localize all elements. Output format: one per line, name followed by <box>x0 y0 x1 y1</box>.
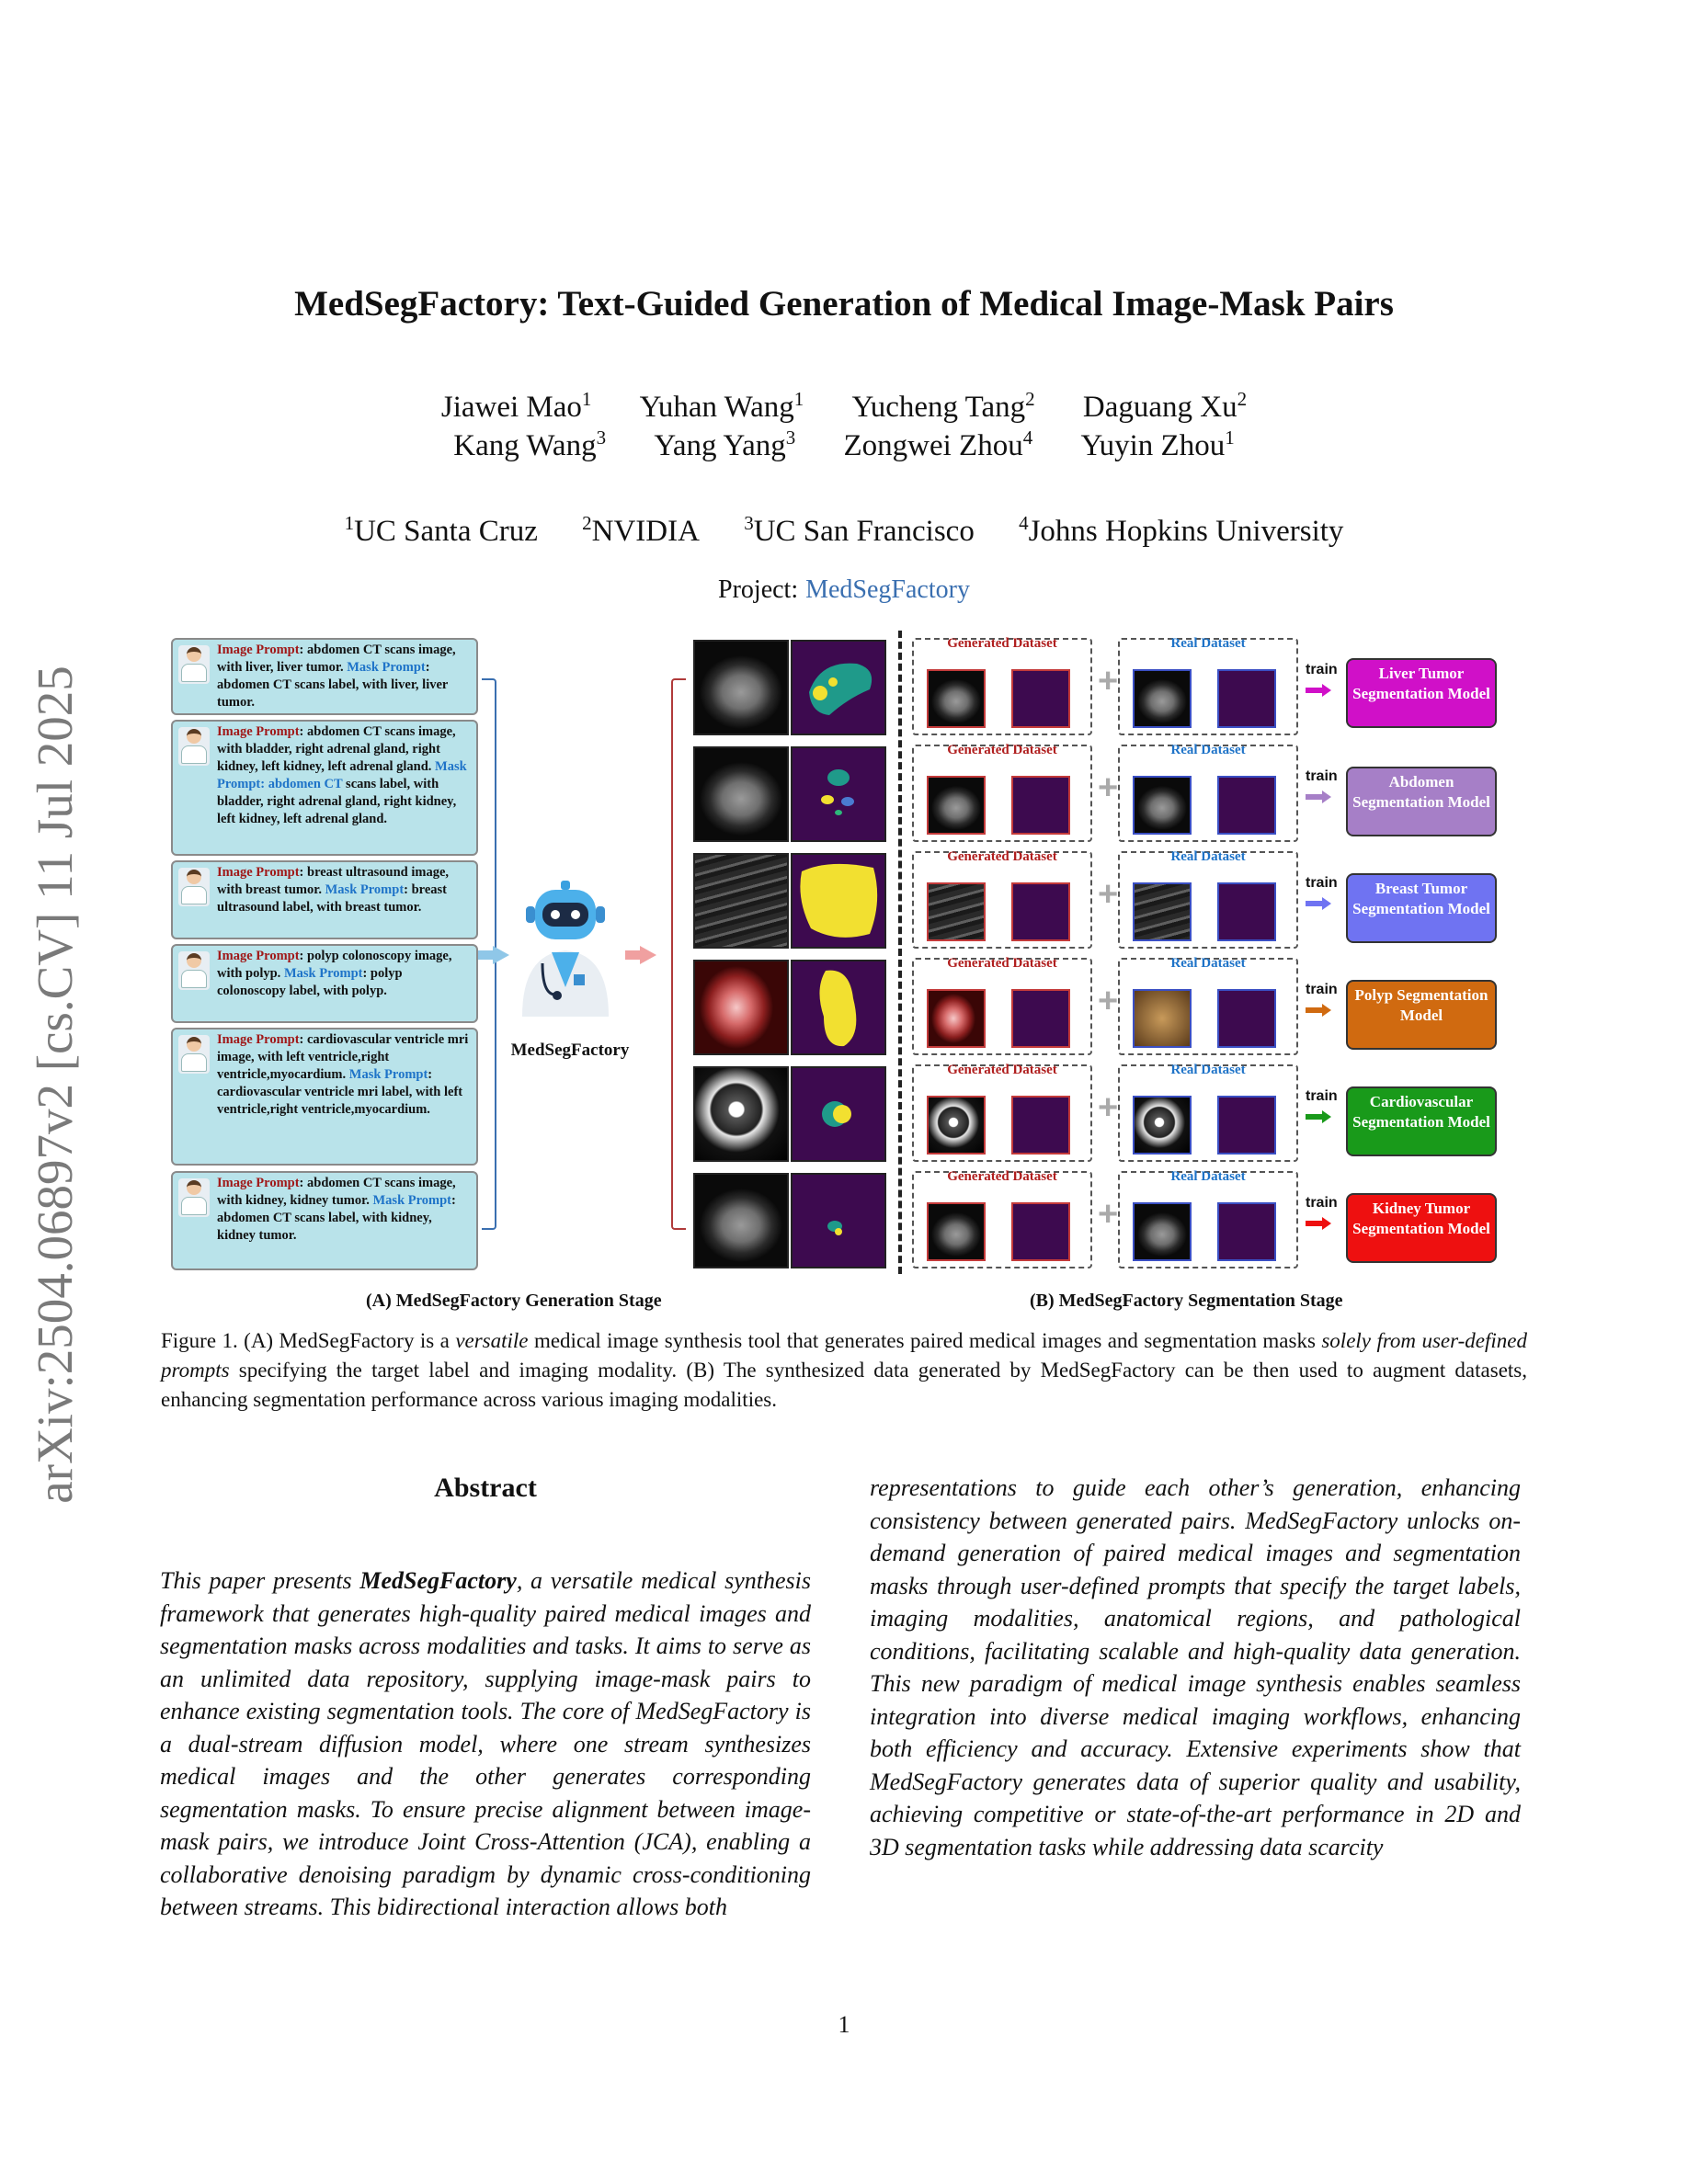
author: Kang Wang$^3$ <box>453 427 607 462</box>
generated-dataset-box: Generated Dataset <box>912 1064 1092 1162</box>
real-dataset-box: Real Dataset <box>1118 745 1298 842</box>
train-arrow-icon <box>1306 1004 1331 1017</box>
generated-dataset-box: Generated Dataset <box>912 638 1092 735</box>
train-label: train <box>1306 662 1338 677</box>
affiliation: $^1$UC Santa Cruz <box>344 512 538 548</box>
prompt-box: Image Prompt: cardiovascular ventricle mri image, with left ventricle,right ventricle,myocardium. Mask Prompt: cardiovascular ventricle mri label, with left ventricle,right ventricle,myocardium. <box>171 1028 478 1166</box>
train-label: train <box>1306 1088 1338 1104</box>
author: Zongwei Zhou$^4$ <box>843 427 1033 462</box>
generated-image <box>693 960 789 1055</box>
doctor-icon <box>178 1035 210 1074</box>
generated-dataset-box: Generated Dataset <box>912 851 1092 949</box>
output-arrow-head <box>640 946 656 964</box>
dataset-mask-stack <box>1217 989 1276 1048</box>
abdomen-mask-shape <box>793 748 884 840</box>
generated-mask <box>791 960 886 1055</box>
dataset-image-stack <box>1133 669 1192 728</box>
dataset-mask-stack <box>1217 1096 1276 1155</box>
dataset-image-stack <box>1133 1096 1192 1155</box>
generated-image <box>693 640 789 735</box>
author: Yuhan Wang$^1$ <box>639 388 804 424</box>
dataset-mask-stack <box>1217 1202 1276 1261</box>
generated-image <box>693 1173 789 1268</box>
breast-mask-shape <box>793 855 884 947</box>
author: Yucheng Tang$^2$ <box>851 388 1035 424</box>
stage-a-label: (A) MedSegFactory Generation Stage <box>366 1291 662 1311</box>
arxiv-sidebar-stamp: arXiv:2504.06897v2 [cs.CV] 11 Jul 2025 <box>27 665 83 1504</box>
prompt-box: Image Prompt: breast ultrasound image, with breast tumor. Mask Prompt: breast ultrasound label, with breast tumor. <box>171 860 478 939</box>
affiliation: $^2$NVIDIA <box>582 512 700 548</box>
dataset-mask-stack <box>1011 1096 1070 1155</box>
affiliation: $^4$Johns Hopkins University <box>1019 512 1344 548</box>
generated-mask <box>791 746 886 842</box>
liver-mask-shape <box>793 642 884 734</box>
train-label: train <box>1306 768 1338 784</box>
prompt-box: Image Prompt: abdomen CT scans image, with liver, liver tumor. Mask Prompt: abdomen CT scans label, with liver, liver tumor. <box>171 638 478 715</box>
plus-icon: + <box>1098 1195 1119 1234</box>
dataset-image-stack <box>1133 882 1192 941</box>
kidney-mask-shape <box>793 1175 884 1267</box>
author: Yuyin Zhou$^1$ <box>1080 427 1235 462</box>
train-arrow-icon <box>1306 791 1331 803</box>
train-arrow-icon <box>1306 1217 1331 1230</box>
doctor-icon <box>178 727 210 766</box>
stage-separator <box>898 631 902 1274</box>
plus-icon: + <box>1098 982 1119 1020</box>
liver-tumor-model: Liver Tumor Segmentation Model <box>1346 658 1497 728</box>
real-dataset-box: Real Dataset <box>1118 638 1298 735</box>
project-link[interactable]: MedSegFactory <box>805 575 970 604</box>
polyp-model: Polyp Segmentation Model <box>1346 980 1497 1050</box>
real-dataset-box: Real Dataset <box>1118 851 1298 949</box>
generated-image <box>693 746 789 842</box>
train-arrow-icon <box>1306 897 1331 910</box>
affiliations <box>0 512 1688 549</box>
abdomen-model: Abdomen Segmentation Model <box>1346 767 1497 836</box>
generated-image <box>693 1066 789 1162</box>
real-dataset-box: Real Dataset <box>1118 1064 1298 1162</box>
dataset-mask-stack <box>1217 669 1276 728</box>
plus-icon: + <box>1098 768 1119 807</box>
doctor-icon <box>178 868 210 906</box>
generated-mask <box>791 1066 886 1162</box>
generated-image <box>693 853 789 949</box>
abstract-heading: Abstract <box>434 1473 537 1503</box>
generated-dataset-box: Generated Dataset <box>912 958 1092 1055</box>
authors-row-1 <box>0 388 1688 425</box>
plus-icon: + <box>1098 1088 1119 1127</box>
breast-tumor-model: Breast Tumor Segmentation Model <box>1346 873 1497 943</box>
author: Jiawei Mao$^1$ <box>440 388 592 424</box>
kidney-tumor-model: Kidney Tumor Segmentation Model <box>1346 1193 1497 1263</box>
plus-icon: + <box>1098 662 1119 700</box>
dataset-image-stack <box>927 669 986 728</box>
prompt-box: Image Prompt: polyp colonoscopy image, with polyp. Mask Prompt: polyp colonoscopy label, with polyp. <box>171 944 478 1023</box>
author: Yang Yang$^3$ <box>654 427 796 462</box>
cardiac-mask-shape <box>793 1068 884 1160</box>
doctor-icon <box>178 645 210 684</box>
abstract-right-column: representations to guide each other’s generation, enhancing consistency between generated pairs. MedSegFactory unlocks on-demand generation of paired medical images and segmentation masks through user-defined prompts that specify the target labels, imaging modalities, anatomical regions, and pathological conditions, facilitating scalable and high-quality data generation. This new paradigm of medical image synthesis enables seamless integration into diverse medical imaging workflows, enhancing both efficiency and accuracy. Extensive experiments show that MedSegFactory generates data of superior quality and usability, achieving competitive or state-of-the-art performance in 2D and 3D segmentation tasks while addressing data scarcity <box>870 1474 1521 1860</box>
dataset-image-stack <box>927 989 986 1048</box>
prompt-box: Image Prompt: abdomen CT scans image, with bladder, right adrenal gland, right kidney, left kidney, left adrenal gland. Mask Prompt: abdomen CT scans label, with bladder, right adrenal gland, right kidney, left kidney, left adrenal gland. <box>171 720 478 856</box>
abstract-left-column: This paper presents MedSegFactory, a versatile medical synthesis framework that generates high-quality paired medical images and segmentation masks across modalities and tasks. It aims to serve as an unlimited data repository, supplying image-mask pairs to enhance existing segmentation tools. The core of MedSegFactory is a dual-stream diffusion model, where one stream synthesizes medical images and the other generates corresponding segmentation masks. To ensure precise alignment between image-mask pairs, we introduce Joint Cross-Attention (JCA), enabling a collaborative denoising paradigm by dynamic cross-conditioning between streams. This bidirectional interaction allows both <box>160 1567 811 1920</box>
authors-row-2 <box>0 429 1688 463</box>
plus-icon: + <box>1098 875 1119 914</box>
generated-dataset-box: Generated Dataset <box>912 745 1092 842</box>
generated-dataset-box: Generated Dataset <box>912 1171 1092 1268</box>
doctor-icon <box>178 951 210 990</box>
dataset-image-stack <box>1133 1202 1192 1261</box>
generated-mask <box>791 640 886 735</box>
dataset-image-stack <box>927 882 986 941</box>
prompt-box: Image Prompt: abdomen CT scans image, with kidney, kidney tumor. Mask Prompt: abdomen CT scans label, with kidney, kidney tumor. <box>171 1171 478 1270</box>
dataset-image-stack <box>1133 989 1192 1048</box>
dataset-image-stack <box>927 1202 986 1261</box>
doctor-icon <box>178 1178 210 1217</box>
dataset-image-stack <box>1133 776 1192 835</box>
input-arrow-head <box>493 946 509 964</box>
train-label: train <box>1306 875 1338 891</box>
dataset-mask-stack <box>1011 882 1070 941</box>
figure-1 <box>165 631 1523 1316</box>
dataset-mask-stack <box>1011 776 1070 835</box>
dataset-mask-stack <box>1011 989 1070 1048</box>
project-line <box>0 575 1688 605</box>
train-label: train <box>1306 982 1338 997</box>
dataset-mask-stack <box>1011 1202 1070 1261</box>
generated-mask <box>791 853 886 949</box>
dataset-mask-stack <box>1217 776 1276 835</box>
real-dataset-box: Real Dataset <box>1118 958 1298 1055</box>
robot-doctor-icon <box>515 879 616 1017</box>
figure-caption: Figure 1. (A) MedSegFactory is a versatile medical image synthesis tool that generates paired medical images and segmentation masks solely from user-defined prompts specifying the target label and imaging modality. (B) The synthesized data generated by MedSegFactory can be then used to augment datasets, enhancing segmentation performance across various imaging modalities. <box>161 1329 1527 1411</box>
cardiovascular-model: Cardiovascular Segmentation Model <box>1346 1086 1497 1156</box>
generated-mask <box>791 1173 886 1268</box>
train-label: train <box>1306 1195 1338 1211</box>
stage-b-label: (B) MedSegFactory Segmentation Stage <box>1030 1291 1343 1311</box>
author: Daguang Xu$^2$ <box>1082 388 1248 424</box>
dataset-mask-stack <box>1217 882 1276 941</box>
train-arrow-icon <box>1306 684 1331 697</box>
paper-title: MedSegFactory: Text-Guided Generation of Medical Image-Mask Pairs <box>294 284 1394 324</box>
affiliation: $^3$UC San Francisco <box>744 512 975 548</box>
polyp-mask-shape <box>793 961 884 1053</box>
dataset-image-stack <box>927 1096 986 1155</box>
dataset-image-stack <box>927 776 986 835</box>
project-label: Project: <box>718 575 799 604</box>
output-bracket <box>671 678 686 1230</box>
page-number: 1 <box>838 2011 850 2038</box>
dataset-mask-stack <box>1011 669 1070 728</box>
train-arrow-icon <box>1306 1110 1331 1123</box>
robot-label: MedSegFactory <box>510 1041 630 1060</box>
real-dataset-box: Real Dataset <box>1118 1171 1298 1268</box>
